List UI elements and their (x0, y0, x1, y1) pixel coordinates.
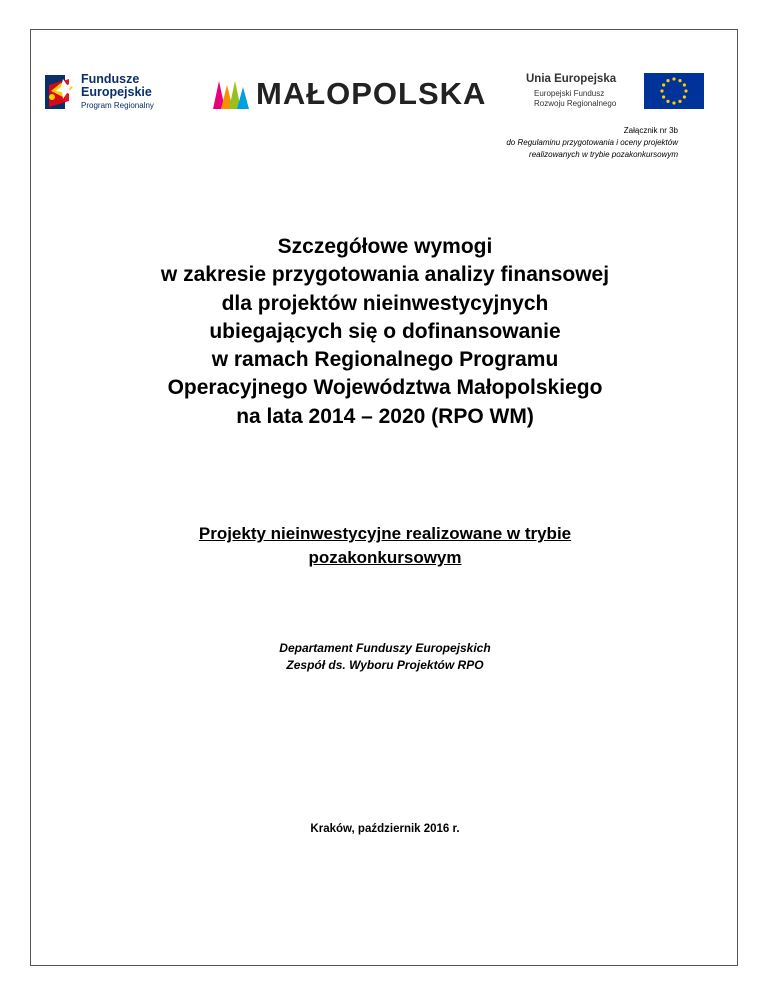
fundusze-line3: Program Regionalny (81, 101, 154, 110)
malopolska-m-icon (211, 75, 251, 111)
fundusze-europejskie-logo (43, 71, 193, 113)
attachment-line2: realizowanych w trybie pozakonkursowym (529, 150, 678, 159)
fundusze-line2: Europejskie (81, 85, 152, 99)
place-date: Kraków, październik 2016 r. (310, 823, 460, 835)
unia-title: Unia Europejska (526, 73, 617, 85)
subtitle-line: pozakonkursowym (308, 548, 462, 567)
title-line: na lata 2014 – 2020 (RPO WM) (236, 404, 534, 428)
attachment-line1: do Regulaminu przygotowania i oceny projektów (506, 138, 678, 147)
department-name: Departament Funduszy Europejskich (279, 641, 491, 655)
fundusze-star-icon (43, 71, 79, 113)
malopolska-logo (211, 75, 491, 113)
document-page (30, 29, 738, 966)
document-subtitle (31, 522, 739, 570)
unia-europejska-logo (518, 71, 707, 113)
team-name: Zespół ds. Wyboru Projektów RPO (286, 658, 484, 672)
title-line: w zakresie przygotowania analizy finansowej (160, 263, 610, 287)
document-title (31, 233, 739, 431)
title-line: Operacyjnego Województwa Małopolskiego (167, 376, 603, 400)
department-info (31, 640, 739, 674)
malopolska-text: MAŁOPOLSKA (256, 76, 487, 111)
fundusze-line1: Fundusze (81, 72, 140, 86)
title-line: ubiegających się o dofinansowanie (209, 319, 561, 343)
title-line: Szczegółowe wymogi (277, 235, 493, 258)
unia-line2: Rozwoju Regionalnego (534, 99, 617, 108)
subtitle-line: Projekty nieinwestycyjne realizowane w trybie (198, 524, 572, 543)
attachment-note (506, 125, 678, 161)
attachment-number: Załącznik nr 3b (623, 126, 678, 135)
logo-bar (43, 71, 707, 113)
title-line: w ramach Regionalnego Programu (211, 348, 559, 372)
eu-flag-icon (644, 73, 704, 109)
unia-line1: Europejski Fundusz (534, 89, 605, 98)
title-line: dla projektów nieinwestycyjnych (221, 291, 549, 315)
fundusze-text (81, 73, 152, 99)
